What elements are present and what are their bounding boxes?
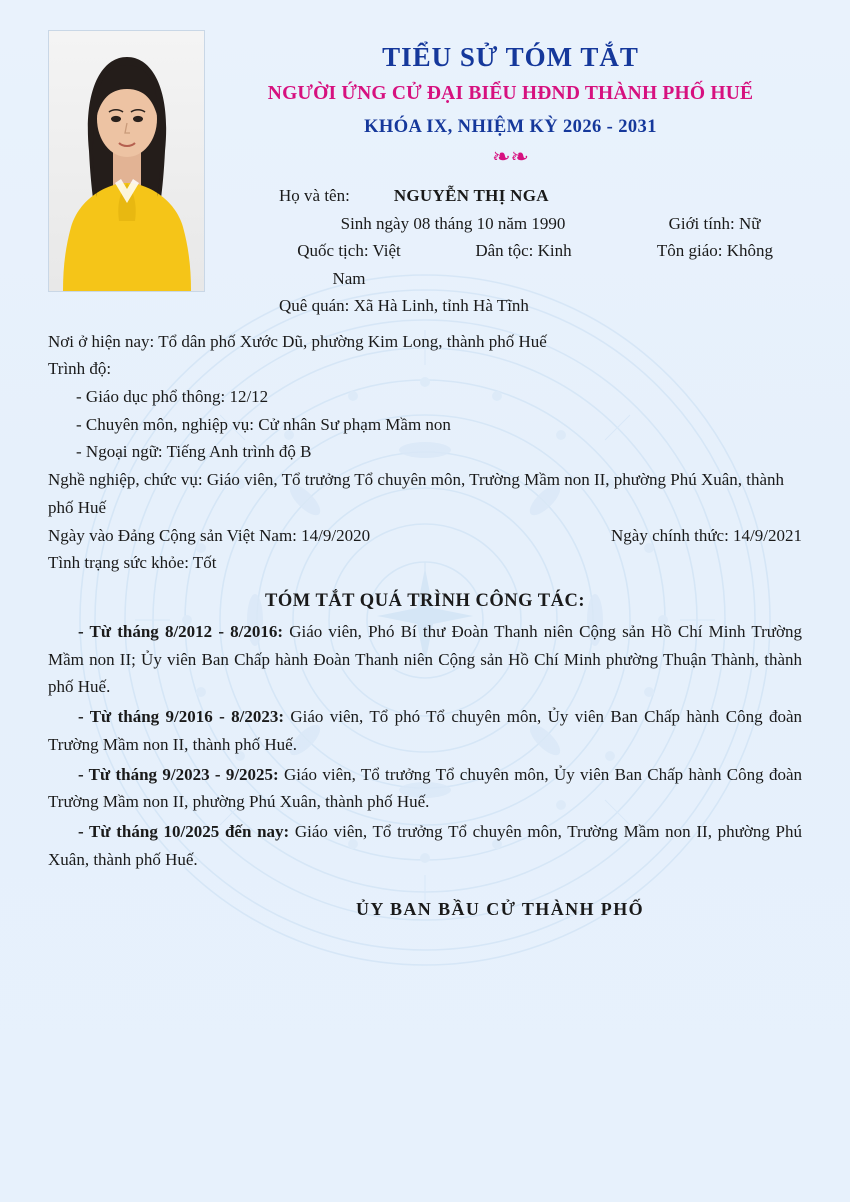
career-list [48, 618, 802, 873]
career-entry [48, 761, 802, 816]
identity-name-row [279, 182, 802, 210]
birth-value: Sinh ngày 08 tháng 10 năm 1990 [340, 213, 566, 233]
nationality-value: Quốc tịch: Việt Nam [297, 241, 401, 288]
career-entry-text: Giáo viên, Phó Bí thư Đoàn Thanh niên Cộng sản Hồ Chí Minh Trường Mầm non II; Ủy viên Ban Chấp hành Đoàn Thanh niên Cộng sản Hồ Chí Minh phường Thuận Thành, thành phố Huế. [48, 621, 802, 697]
health-line: Tình trạng sức khỏe: Tốt [48, 553, 217, 573]
name-label: Họ và tên: [279, 186, 350, 205]
identity-birth-row [279, 210, 802, 238]
page-title: TIỂU SỬ TÓM TẮT [382, 42, 639, 72]
identity-hometown-row [279, 292, 802, 320]
identity-block [219, 182, 802, 320]
header-row [48, 30, 802, 320]
education-general-line: - Giáo dục phổ thông: 12/12 [76, 387, 269, 407]
career-entry-text: Giáo viên, Tổ phó Tổ chuyên môn, Ủy viên Ban Chấp hành Công đoàn Trường Mầm non II, thành phố Huế. [48, 707, 803, 754]
career-entry [48, 703, 802, 758]
career-entry-period: - Từ tháng 9/2023 - 9/2025: [78, 764, 279, 784]
party-official-value: Ngày chính thức: 14/9/2021 [611, 525, 802, 545]
career-entry-period: - Từ tháng 9/2016 - 8/2023: [78, 707, 285, 727]
gender-value: Giới tính: Nữ [668, 213, 761, 233]
career-entry [48, 618, 802, 701]
career-entry-text: Giáo viên, Tổ trưởng Tổ chuyên môn, Ủy viên Ban Chấp hành Công đoàn Trường Mầm non II, phường Phú Xuân, thành phố Huế. [48, 764, 802, 812]
ethnicity-value: Dân tộc: Kinh [475, 241, 572, 261]
party-join-value: Ngày vào Đảng Cộng sản Việt Nam: 14/9/2020 [48, 525, 371, 545]
hometown-value: Quê quán: Xã Hà Linh, tỉnh Hà Tĩnh [279, 296, 529, 316]
title-block [205, 30, 802, 320]
page-term: KHÓA IX, NHIỆM KỲ 2026 - 2031 [364, 117, 657, 137]
career-entry-period: - Từ tháng 10/2025 đến nay: [78, 821, 290, 841]
career-entry-period: - Từ tháng 8/2012 - 8/2016: [78, 621, 284, 641]
education-language-line: - Ngoại ngữ: Tiếng Anh trình độ B [76, 442, 312, 462]
residence-line: Nơi ở hiện nay: Tổ dân phố Xước Dũ, phường Kim Long, thành phố Huế [48, 331, 547, 351]
signoff-authority: ỦY BAN BẦU CỬ THÀNH PHỐ [355, 899, 645, 920]
lotus-ornament-icon: ❧❧ [492, 144, 529, 169]
party-row [48, 522, 802, 550]
career-entry-text: Giáo viên, Tổ trưởng Tổ chuyên môn, Trường Mầm non II, phường Phú Xuân, thành phố Huế. [48, 821, 802, 869]
career-entry [48, 818, 802, 873]
name-value: NGUYỄN THỊ NGA [393, 186, 549, 205]
education-label: Trình độ: [48, 359, 112, 379]
page-subtitle: NGƯỜI ỨNG CỬ ĐẠI BIỂU HĐND THÀNH PHỐ HUẾ [267, 83, 754, 104]
candidate-photo [48, 30, 205, 292]
religion-value: Tôn giáo: Không [656, 241, 774, 261]
identity-nationality-row [279, 237, 802, 292]
career-section-title: TÓM TẮT QUÁ TRÌNH CÔNG TÁC: [265, 590, 585, 611]
occupation-line: Nghề nghiệp, chức vụ: Giáo viên, Tổ trưởng Tổ chuyên môn, Trường Mầm non II, phường Phú Xuân, thành phố Huế [48, 470, 785, 517]
education-professional-line: - Chuyên môn, nghiệp vụ: Cử nhân Sư phạm Mầm non [76, 414, 451, 434]
details-block [48, 328, 802, 577]
